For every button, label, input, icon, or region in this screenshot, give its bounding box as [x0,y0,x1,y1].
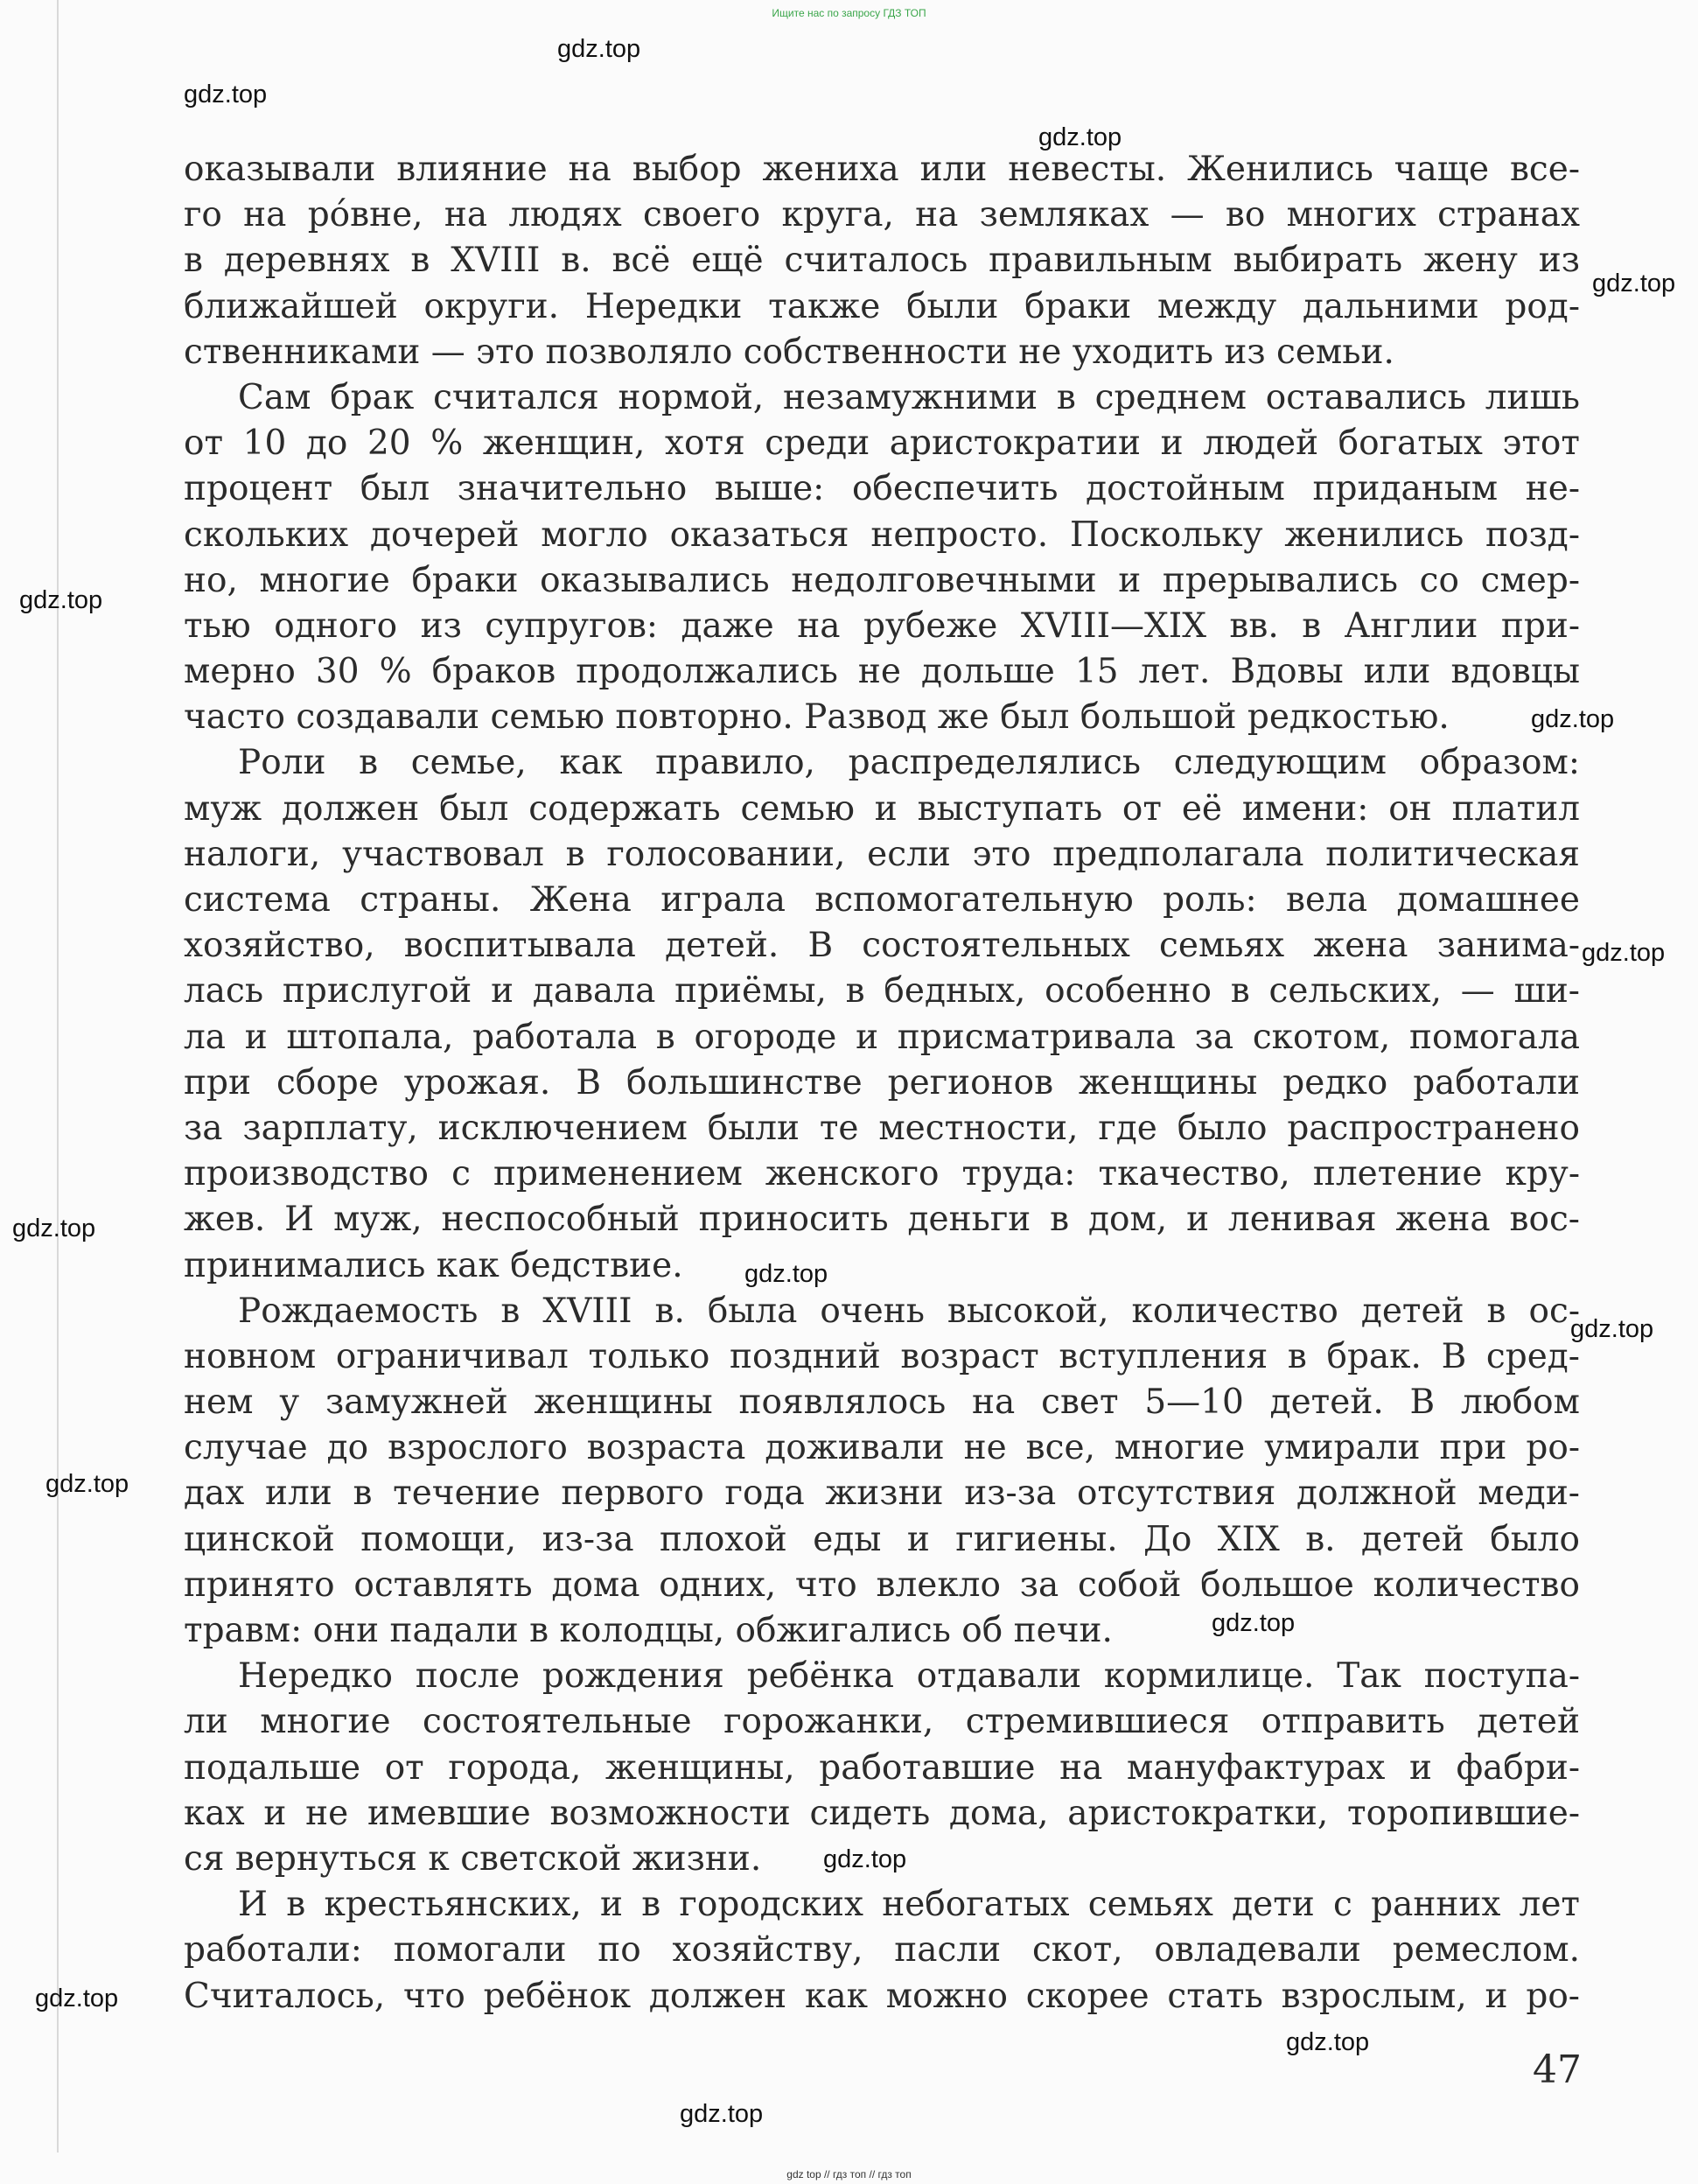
text-line: скольких дочерей могло оказаться непросто. Поскольку женились позд- [184,514,1580,555]
text-line: Сам брак считался нормой, незамужними в среднем оставались лишь [238,377,1580,417]
text-line: Рождаемость в XVIII в. была очень высокой, количество детей в ос- [238,1291,1580,1331]
text-line: процент был значительно выше: обеспечить достойным приданым не- [184,469,1580,509]
text-line: но, многие браки оказывались недолговечными и прерывались со смер- [184,560,1580,600]
text-line: дах или в течение первого года жизни из-за отсутствия должной меди- [184,1474,1580,1514]
text-line: за зарплату, исключением были те местности, где было распространено [184,1108,1580,1148]
text-line: хозяйство, воспитывала детей. В состоятельных семьях жена занима- [184,926,1580,966]
text-line: при сборе урожая. В большинстве регионов женщины редко работали [184,1062,1580,1102]
watermark: gdz.top [45,1470,129,1498]
text-line: подальше от города, женщины, работавшие на мануфактурах и фабри- [184,1747,1580,1788]
watermark: gdz.top [1531,705,1615,733]
text-line: налоги, участвовал в голосовании, если это предполагала политическая [184,834,1580,874]
text-line: Нередко после рождения ребёнка отдавали кормилице. Так поступа- [238,1656,1580,1697]
text-line: от 10 до 20 % женщин, хотя среди аристократии и людей богатых этот [184,424,1580,464]
text-line: цинской помощи, из-за плохой еды и гигиены. До XIX в. детей было [184,1519,1580,1559]
watermark: gdz.top [1286,2028,1370,2056]
text-line: принимались как бедствие. [184,1245,683,1285]
text-line: жев. И муж, неспособный приносить деньги в дом, и ленивая жена вос- [184,1200,1580,1240]
text-line: тью одного из супругов: даже на рубеже XVIII—XIX вв. в Англии при- [184,606,1580,646]
text-line: ся вернуться к светской жизни. [184,1838,762,1879]
watermark: gdz.top [184,80,268,108]
text-line: лась прислугой и давала приёмы, в бедных, особенно в сельских, — ши- [184,971,1580,1012]
watermark: gdz.top [680,2100,764,2128]
text-line: ли многие состоятельные горожанки, стремившиеся отправить детей [184,1702,1580,1742]
page-number: 47 [1533,2048,1582,2092]
text-line: ках и не имевшие возможности сидеть дома, аристократки, торопившие- [184,1793,1580,1833]
text-line: ла и штопала, работала в огороде и присматривала за скотом, помогала [184,1017,1580,1057]
text-line: ственниками — это позволяло собственности не уходить из семьи. [184,332,1394,372]
text-line: часто создавали семью повторно. Развод же был большой редкостью. [184,697,1450,738]
body-text [184,147,1580,2020]
text-line: муж должен был содержать семью и выступать от её имени: он платил [184,788,1580,829]
text-line: работали: помогали по хозяйству, пасли скот, овладевали ремеслом. [184,1930,1580,1970]
text-line: травм: они падали в колодцы, обжигались об печи. [184,1611,1113,1650]
watermark: gdz.top [1582,939,1666,967]
watermark: gdz.top [1570,1315,1654,1343]
text-line: И в крестьянских, и в городских небогатых семьях дети с ранних лет [238,1885,1580,1925]
watermark: gdz.top [744,1260,828,1288]
text-line: производство с применением женского труда: ткачество, плетение кру- [184,1154,1580,1194]
watermark: gdz.top [557,35,641,63]
text-line: Роли в семье, как правило, распределялись следующим образом: [238,743,1580,783]
text-line: в деревнях в XVIII в. всё ещё считалось правильным выбирать жену из [184,241,1580,281]
watermark: gdz.top [19,586,103,614]
text-line: ближайшей округи. Нередки также были браки между дальними род- [184,286,1580,326]
text-line: система страны. Жена играла вспомогательную роль: вела домашнее [184,880,1580,920]
text-line: оказывали влияние на выбор жениха или невесты. Женились чаще все- [184,150,1580,189]
text-line: го на ро́вне, на людях своего круга, на земляках — во многих странах [184,195,1580,235]
watermark: gdz.top [12,1214,96,1242]
watermark: gdz.top [1038,123,1122,151]
text-line: Считалось, что ребёнок должен как можно скорее стать взрослым, и ро- [184,1976,1580,2016]
watermark: gdz.top [35,1984,119,2012]
page-edge [57,0,59,2152]
watermark: gdz.top [1592,270,1676,298]
text-line: принято оставлять дома одних, что влекло за собой большое количество [184,1564,1580,1605]
text-line: мерно 30 % браков продолжались не дольше 15 лет. Вдовы или вдовцы [184,652,1580,692]
footer-banner: gdz top // гдз топ // гдз топ [786,2168,912,2180]
watermark: gdz.top [823,1845,907,1873]
text-line: нем у замужней женщины появлялось на свет 5—10 детей. В любом [184,1382,1580,1423]
text-line: новном ограничивал только поздний возраст вступления в брак. В сред- [184,1336,1580,1376]
text-line: случае до взрослого возраста доживали не все, многие умирали при ро- [184,1428,1580,1468]
header-banner: Ищите нас по запросу ГДЗ ТОП [772,7,926,19]
watermark: gdz.top [1212,1609,1296,1637]
